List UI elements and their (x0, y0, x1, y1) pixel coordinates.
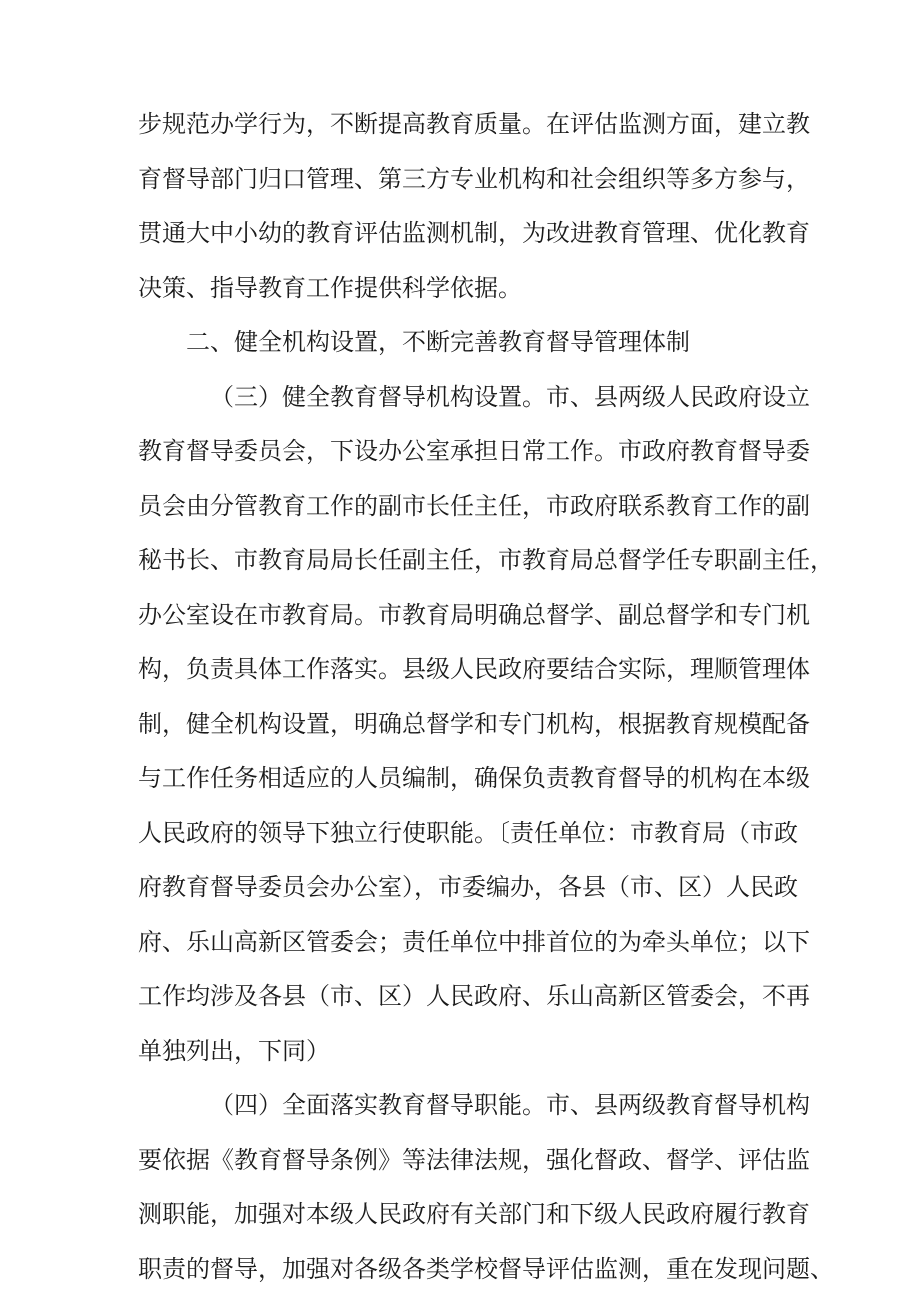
text-line: 办公室设在市教育局。市教育局明确总督学、副总督学和专门机 (138, 600, 810, 629)
text-line: 贯通大中小幼的教育评估监测机制，为改进教育管理、优化教育 (138, 219, 810, 247)
text-line: 步规范办学行为，不断提高教育质量。在评估监测方面，建立教 (138, 110, 810, 138)
text-line: 与工作任务相适应的人员编制，确保负责教育督导的机构在本级 (138, 764, 810, 792)
text-line: 府教育督导委员会办公室），市委编办，各县（市、区）人民政 (138, 873, 798, 901)
text-line: 职责的督导，加强对各级各类学校督导评估监测，重在发现问题、 (138, 1254, 834, 1283)
text-line: 员会由分管教育工作的副市长任主任，市政府联系教育工作的副 (138, 491, 810, 520)
text-line: 府、乐山高新区管委会；责任单位中排首位的为牵头单位；以下 (138, 927, 810, 956)
text-line: 工作均涉及各县（市、区）人民政府、乐山高新区管委会，不再 (138, 982, 810, 1010)
text-line: 构，负责具体工作落实。县级人民政府要结合实际，理顺管理体 (138, 655, 810, 683)
text-line: 育督导部门归口管理、第三方专业机构和社会组织等多方参与， (138, 164, 810, 193)
text-line: 单独列出，下同） (138, 1036, 330, 1065)
text-line: 要依据《教育督导条例》等法律法规，强化督政、督学、评估监 (138, 1145, 810, 1174)
text-line: （四）全面落实教育督导职能。市、县两级教育督导机构 (210, 1091, 810, 1119)
text-line: 决策、指导教育工作提供科学依据。 (138, 273, 522, 302)
text-line: 秘书长、市教育局局长任副主任，市教育局总督学任专职副主任， (138, 546, 834, 574)
paragraph-item-3 (138, 370, 834, 1079)
paragraph-evaluation-monitoring (138, 97, 810, 315)
text-line: 制，健全机构设置，明确总督学和专门机构，根据教育规模配备 (138, 709, 810, 738)
text-line: 教育督导委员会，下设办公室承担日常工作。市政府教育督导委 (138, 437, 810, 465)
section-heading (138, 315, 788, 370)
document-body (138, 97, 834, 1296)
text-line: 人民政府的领导下独立行使职能。〔责任单位：市教育局（市政 (138, 818, 798, 847)
text-line: （三）健全教育督导机构设置。市、县两级人民政府设立 (210, 382, 810, 411)
text-line: 测职能，加强对本级人民政府有关部门和下级人民政府履行教育 (138, 1200, 810, 1228)
paragraph-item-4 (138, 1078, 834, 1296)
section-heading-text: 二、健全机构设置，不断完善教育督导管理体制 (186, 328, 690, 356)
